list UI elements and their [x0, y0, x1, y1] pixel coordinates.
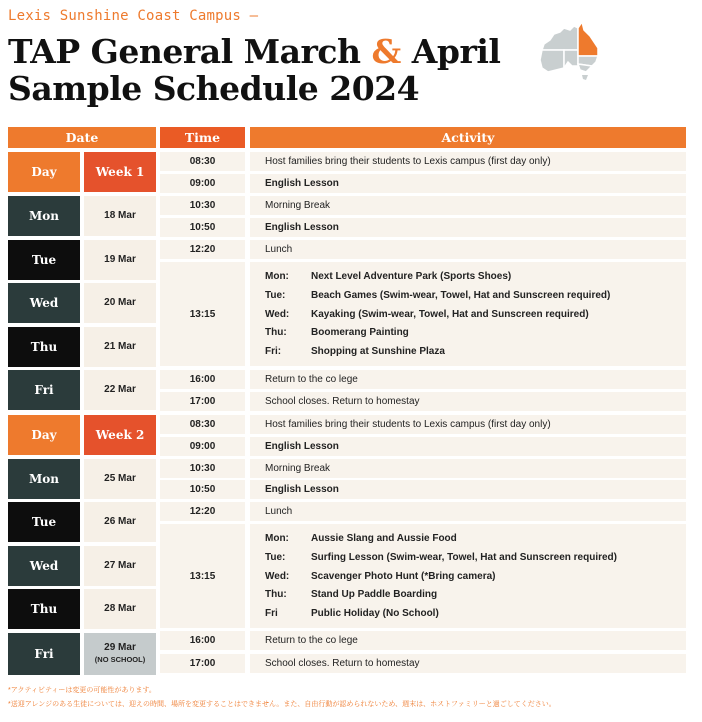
week1-activity: Host families bring their students to Lexis campus (first day only): [250, 152, 686, 171]
week2-activity: Morning Break: [250, 459, 686, 478]
week1-thu-date: 21 Mar: [84, 327, 156, 367]
header-time: Time: [160, 127, 245, 148]
week1-activity: School closes. Return to homestay: [250, 392, 686, 411]
header-activity: Activity: [250, 127, 686, 148]
week1-time: 10:30: [160, 196, 245, 215]
week1-day-label: Day: [8, 152, 80, 192]
week2-wed: Wed: [8, 546, 80, 586]
week2-activity: Host families bring their students to Lexis campus (first day only): [250, 415, 686, 434]
afternoon-day: Mon:: [265, 533, 289, 545]
week1-tue: Tue: [8, 240, 80, 280]
week1-activity: Lunch: [250, 240, 686, 259]
afternoon-day: Mon:: [265, 271, 289, 283]
afternoon-day: Thu:: [265, 589, 287, 601]
week2-afternoon-activities: [250, 524, 686, 628]
week1-wed: Wed: [8, 283, 80, 323]
week2-activity: English Lesson: [250, 480, 686, 499]
week2-day-label: Day: [8, 415, 80, 455]
afternoon-text: Surfing Lesson (Swim-wear, Towel, Hat and Sunscreen required): [311, 551, 617, 563]
australia-map-icon: [538, 20, 604, 82]
week1-activity: Return to the co lege: [250, 370, 686, 389]
afternoon-day: Wed:: [265, 308, 290, 320]
afternoon-day: Thu:: [265, 327, 287, 339]
week2-time: 10:30: [160, 459, 245, 478]
week2-wed-date: 27 Mar: [84, 546, 156, 586]
no-school-note: (NO SCHOOL): [94, 655, 146, 664]
week2-week-label: Week 2: [84, 415, 156, 455]
afternoon-day: Fri:: [265, 345, 282, 357]
week1-fri: Fri: [8, 370, 80, 410]
title-ampersand: &: [371, 32, 401, 71]
week1-time: 09:00: [160, 174, 245, 193]
week2-time: 17:00: [160, 654, 245, 673]
header-date: Date: [8, 127, 156, 148]
week2-time: 10:50: [160, 480, 245, 499]
afternoon-text: Next Level Adventure Park (Sports Shoes): [311, 271, 512, 283]
afternoon-line: [265, 342, 445, 361]
week2-mon-date: 25 Mar: [84, 459, 156, 499]
week1-time: 16:00: [160, 370, 245, 389]
afternoon-text: Shopping at Sunshine Plaza: [311, 345, 445, 357]
week2-fri-date-text: 29 Mar: [104, 642, 136, 653]
week1-time: 12:20: [160, 240, 245, 259]
week1-tue-date: 19 Mar: [84, 240, 156, 280]
afternoon-line: [265, 323, 409, 342]
week2-tue-date: 26 Mar: [84, 502, 156, 542]
week2-thu: Thu: [8, 589, 80, 629]
afternoon-line: [265, 548, 617, 567]
afternoon-day: Wed:: [265, 570, 290, 582]
week1-fri-date: 22 Mar: [84, 370, 156, 410]
week1-time: 08:30: [160, 152, 245, 171]
week1-afternoon-activities: [250, 262, 686, 366]
afternoon-line: [265, 286, 610, 305]
week2-fri-date: [84, 633, 156, 675]
afternoon-line: [265, 604, 439, 623]
afternoon-day: Fri: [265, 607, 278, 619]
afternoon-line: [265, 585, 437, 604]
week1-afternoon-time: 13:15: [160, 262, 245, 366]
week2-time: 12:20: [160, 502, 245, 521]
page-title: [8, 33, 500, 107]
week2-fri: Fri: [8, 633, 80, 675]
week2-tue: Tue: [8, 502, 80, 542]
title-part1: TAP General March: [8, 32, 372, 71]
afternoon-day: Tue:: [265, 289, 286, 301]
title-part2: April: [400, 32, 501, 71]
week2-time: 08:30: [160, 415, 245, 434]
footnote-2: *送迎アレンジのある生徒については、迎えの時間、場所を変更することはできません。また、自由行動が認められないため、週末は、ホストファミリーと過ごしてください。: [8, 701, 556, 708]
afternoon-text: Boomerang Painting: [311, 327, 409, 339]
week2-time: 09:00: [160, 437, 245, 456]
week1-wed-date: 20 Mar: [84, 283, 156, 323]
week1-activity: English Lesson: [250, 174, 686, 193]
week1-mon: Mon: [8, 196, 80, 236]
afternoon-text: Scavenger Photo Hunt (*Bring camera): [311, 570, 496, 582]
week2-activity: Lunch: [250, 502, 686, 521]
afternoon-line: [265, 305, 589, 324]
week2-activity: Return to the co lege: [250, 631, 686, 650]
campus-label: Lexis Sunshine Coast Campus —: [8, 8, 259, 24]
afternoon-line: [265, 567, 495, 586]
afternoon-line: [265, 530, 457, 549]
afternoon-line: [265, 268, 511, 287]
title-line2: Sample Schedule 2024: [8, 69, 420, 108]
week1-thu: Thu: [8, 327, 80, 367]
week1-mon-date: 18 Mar: [84, 196, 156, 236]
week1-week-label: Week 1: [84, 152, 156, 192]
week2-afternoon-time: 13:15: [160, 524, 245, 628]
week2-activity: English Lesson: [250, 437, 686, 456]
afternoon-day: Tue:: [265, 551, 286, 563]
week2-activity: School closes. Return to homestay: [250, 654, 686, 673]
week2-mon: Mon: [8, 459, 80, 499]
afternoon-text: Stand Up Paddle Boarding: [311, 589, 438, 601]
week1-activity: English Lesson: [250, 218, 686, 237]
afternoon-text: Kayaking (Swim-wear, Towel, Hat and Sunscreen required): [311, 308, 589, 320]
week1-time: 17:00: [160, 392, 245, 411]
afternoon-text: Beach Games (Swim-wear, Towel, Hat and Sunscreen required): [311, 289, 611, 301]
week2-time: 16:00: [160, 631, 245, 650]
week1-activity: Morning Break: [250, 196, 686, 215]
afternoon-text: Public Holiday (No School): [311, 607, 439, 619]
footnote-1: *アクティビティーは変更の可能性があります。: [8, 687, 156, 694]
afternoon-text: Aussie Slang and Aussie Food: [311, 533, 457, 545]
week2-thu-date: 28 Mar: [84, 589, 156, 629]
week1-time: 10:50: [160, 218, 245, 237]
